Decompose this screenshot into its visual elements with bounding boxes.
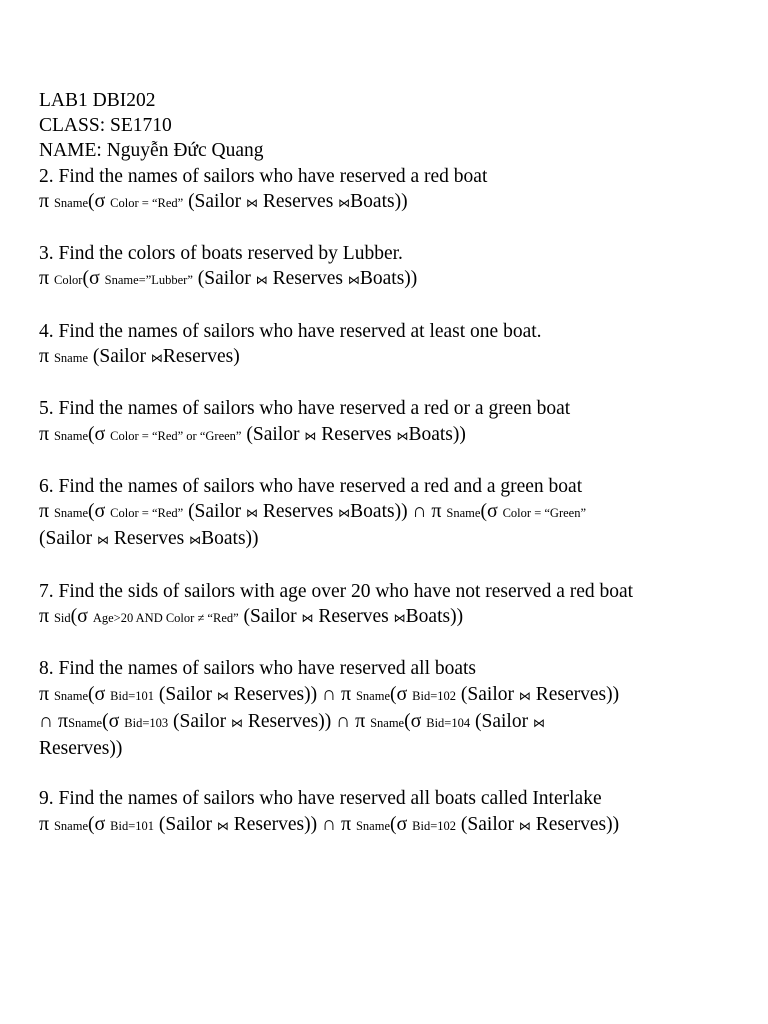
question-8: 8. Find the names of sailors who have reserved all boats bbox=[39, 658, 477, 680]
intersect-symbol: ∩ bbox=[336, 710, 351, 732]
projection-attr: Sname bbox=[53, 351, 89, 365]
pi-symbol: π bbox=[39, 682, 50, 705]
join-symbol: ⋈ bbox=[150, 351, 163, 365]
relation-sailor: (Sailor bbox=[246, 423, 300, 445]
projection-attr: Sname bbox=[53, 428, 89, 443]
question-7: 7. Find the sids of sailors with age over 20 who have not reserved a red boat bbox=[39, 580, 634, 602]
relation-sailor: (Sailor bbox=[158, 683, 212, 705]
selection-condition: Age>20 AND Color ≠ “Red” bbox=[92, 610, 239, 625]
answer-4 bbox=[39, 344, 739, 371]
projection-attr: Sname bbox=[355, 818, 390, 833]
relation-reserves: Reserves bbox=[113, 528, 185, 550]
sigma-symbol: σ bbox=[88, 267, 100, 290]
answer-8-line-3 bbox=[39, 736, 739, 761]
answer-5: π Sname(σ Color = “Red” or “Green” (Sailor ⋈ Reserves ⋈Boats)) bbox=[39, 422, 466, 445]
question-4: 4. Find the names of sailors who have reserved at least one boat. bbox=[39, 320, 542, 342]
relation-reserves: Reserves bbox=[262, 501, 334, 523]
join-symbol: ⋈ bbox=[338, 195, 351, 210]
projection-attr: Sname bbox=[53, 818, 89, 833]
projection-attr: Sname bbox=[446, 506, 481, 521]
sigma-symbol: σ bbox=[396, 682, 408, 705]
selection-condition: Bid=103 bbox=[124, 715, 169, 730]
sigma-symbol: σ bbox=[396, 812, 408, 835]
question-5: 5. Find the names of sailors who have reserved a red or a green boat bbox=[39, 398, 571, 420]
selection-condition: Color = “Green” bbox=[502, 506, 586, 521]
sigma-symbol: σ bbox=[94, 189, 106, 212]
question-3: 3. Find the colors of boats reserved by Lubber. bbox=[39, 243, 403, 265]
spacer bbox=[39, 371, 739, 396]
projection-attr: Sname bbox=[355, 688, 390, 703]
pi-symbol: π bbox=[39, 604, 50, 627]
join-symbol: ⋈ bbox=[216, 688, 229, 703]
relation-reserves: Reserves bbox=[321, 423, 392, 445]
selection-condition: Color = “Red” bbox=[110, 195, 184, 210]
relation-sailor: (Sailor bbox=[39, 528, 93, 550]
answer-3: π Color(σ Sname=”Lubber” (Sailor ⋈ Reserves ⋈Boats)) bbox=[39, 267, 418, 290]
selection-condition: Bid=104 bbox=[426, 715, 471, 730]
spacer bbox=[39, 216, 739, 241]
relation-boats: Boats)) bbox=[359, 268, 418, 290]
projection-attr: Sname bbox=[53, 195, 89, 210]
answer-6-line-1: π Sname(σ Color = “Red” (Sailor ⋈ Reserves ⋈Boats)) ∩ π Sname(σ Color = “Green” bbox=[39, 500, 586, 523]
projection-attr: Sname bbox=[53, 688, 89, 703]
relation-sailor: (Sailor bbox=[460, 683, 514, 705]
relation-sailor: (Sailor bbox=[92, 346, 146, 367]
answer-8-line-2: ∩ πSname(σ Bid=103 (Sailor ⋈ Reserves)) ∩ π Sname(σ Bid=104 (Sailor ⋈ bbox=[39, 709, 545, 732]
join-symbol: ⋈ bbox=[246, 506, 259, 521]
spacer bbox=[39, 294, 739, 319]
sigma-symbol: σ bbox=[410, 709, 422, 732]
pi-symbol: π bbox=[340, 682, 352, 705]
relation-sailor: (Sailor bbox=[243, 605, 297, 627]
relation-sailor: (Sailor bbox=[460, 813, 514, 835]
pi-symbol: π bbox=[340, 812, 352, 835]
projection-attr: Sid bbox=[53, 610, 71, 625]
selection-condition: Bid=101 bbox=[110, 818, 155, 833]
selection-condition: Bid=102 bbox=[412, 818, 457, 833]
selection-condition: Color = “Red” bbox=[110, 506, 184, 521]
spacer bbox=[39, 554, 739, 579]
document-page bbox=[39, 88, 739, 839]
join-symbol: ⋈ bbox=[96, 533, 109, 548]
relation-reserves: Reserves)) bbox=[233, 813, 318, 835]
relation-boats: Boats)) bbox=[350, 190, 408, 212]
answer-9: π Sname(σ Bid=101 (Sailor ⋈ Reserves)) ∩ π Sname(σ Bid=102 (Sailor ⋈ Reserves)) bbox=[39, 812, 620, 835]
projection-attr: Color bbox=[53, 273, 83, 288]
sigma-symbol: σ bbox=[77, 604, 88, 627]
intersect-symbol: ∩ bbox=[322, 683, 337, 705]
relation-boats: Boats)) bbox=[201, 528, 259, 550]
answer-8-line-1: π Sname(σ Bid=101 (Sailor ⋈ Reserves)) ∩ π Sname(σ Bid=102 (Sailor ⋈ Reserves)) bbox=[39, 682, 620, 705]
join-symbol: ⋈ bbox=[189, 533, 202, 548]
pi-symbol: π bbox=[39, 500, 50, 523]
relation-boats: Boats)) bbox=[350, 501, 408, 523]
student-name: NAME: Nguyễn Đức Quang bbox=[39, 140, 264, 162]
spacer bbox=[39, 449, 739, 474]
sigma-symbol: σ bbox=[94, 422, 106, 445]
selection-condition: Sname=”Lubber” bbox=[104, 273, 193, 288]
question-2: 2. Find the names of sailors who have reserved a red boat bbox=[39, 165, 488, 187]
relation-sailor: (Sailor bbox=[173, 710, 227, 732]
pi-symbol: π bbox=[431, 500, 442, 523]
pi-symbol: π bbox=[39, 189, 50, 212]
relation-reserves: Reserves bbox=[318, 605, 389, 627]
join-symbol: ⋈ bbox=[304, 428, 317, 443]
join-symbol: ⋈ bbox=[393, 610, 406, 625]
relation-sailor: (Sailor bbox=[158, 813, 212, 835]
answer-7: π Sid(σ Age>20 AND Color ≠ “Red” (Sailor ⋈ Reserves ⋈Boats)) bbox=[39, 604, 464, 627]
join-symbol: ⋈ bbox=[301, 610, 314, 625]
projection-attr: Sname bbox=[68, 715, 103, 730]
selection-condition: Color = “Red” or “Green” bbox=[110, 428, 242, 443]
relation-reserves: Reserves bbox=[272, 268, 343, 290]
lab-title: LAB1 DBI202 bbox=[39, 90, 156, 111]
join-symbol: ⋈ bbox=[518, 818, 531, 833]
sigma-symbol: σ bbox=[94, 682, 106, 705]
pi-symbol: π bbox=[57, 709, 69, 732]
intersect-symbol: ∩ bbox=[39, 710, 54, 732]
relation-sailor: (Sailor bbox=[197, 268, 251, 290]
projection-attr: Sname bbox=[53, 506, 89, 521]
join-symbol: ⋈ bbox=[518, 688, 531, 703]
relation-sailor: (Sailor bbox=[188, 190, 242, 212]
projection-attr: Sname bbox=[370, 715, 405, 730]
join-symbol: ⋈ bbox=[396, 428, 409, 443]
intersect-symbol: ∩ bbox=[412, 501, 427, 523]
relation-reserves: Reserves bbox=[262, 190, 334, 212]
answer-6-line-2 bbox=[39, 526, 739, 553]
relation-boats: Boats)) bbox=[405, 605, 464, 627]
join-symbol: ⋈ bbox=[216, 818, 229, 833]
join-symbol: ⋈ bbox=[255, 273, 268, 288]
question-6: 6. Find the names of sailors who have reserved a red and a green boat bbox=[39, 475, 583, 497]
intersect-symbol: ∩ bbox=[322, 813, 337, 835]
relation-sailor: (Sailor bbox=[475, 710, 529, 732]
spacer bbox=[39, 631, 739, 656]
pi-symbol: π bbox=[355, 709, 366, 732]
selection-condition: Bid=101 bbox=[110, 688, 155, 703]
sigma-symbol: σ bbox=[94, 500, 106, 523]
sigma-symbol: σ bbox=[94, 812, 106, 835]
join-symbol: ⋈ bbox=[246, 195, 259, 210]
relation-sailor: (Sailor bbox=[188, 501, 242, 523]
pi-symbol: π bbox=[39, 345, 50, 367]
relation-boats: Boats)) bbox=[408, 423, 466, 445]
sigma-symbol: σ bbox=[486, 500, 498, 523]
relation-reserves: Reserves)) bbox=[535, 683, 620, 705]
answer-2: π Sname(σ Color = “Red” (Sailor ⋈ Reserves ⋈Boats)) bbox=[39, 189, 408, 212]
pi-symbol: π bbox=[39, 267, 50, 290]
question-9: 9. Find the names of sailors who have reserved all boats called Interlake bbox=[39, 788, 602, 810]
pi-symbol: π bbox=[39, 812, 50, 835]
relation-reserves: Reserves)) bbox=[247, 710, 332, 732]
relation-reserves: Reserves)) bbox=[535, 813, 620, 835]
relation-reserves: Reserves)) bbox=[233, 683, 318, 705]
pi-symbol: π bbox=[39, 422, 50, 445]
selection-condition: Bid=102 bbox=[412, 688, 457, 703]
join-symbol: ⋈ bbox=[532, 715, 545, 730]
relation-reserves: Reserves)) bbox=[39, 737, 123, 759]
join-symbol: ⋈ bbox=[347, 273, 360, 288]
join-symbol: ⋈ bbox=[230, 715, 243, 730]
join-symbol: ⋈ bbox=[338, 506, 351, 521]
relation-reserves: Reserves) bbox=[162, 346, 240, 367]
spacer bbox=[39, 761, 739, 786]
sigma-symbol: σ bbox=[108, 709, 120, 732]
class-line: CLASS: SE1710 bbox=[39, 115, 172, 137]
